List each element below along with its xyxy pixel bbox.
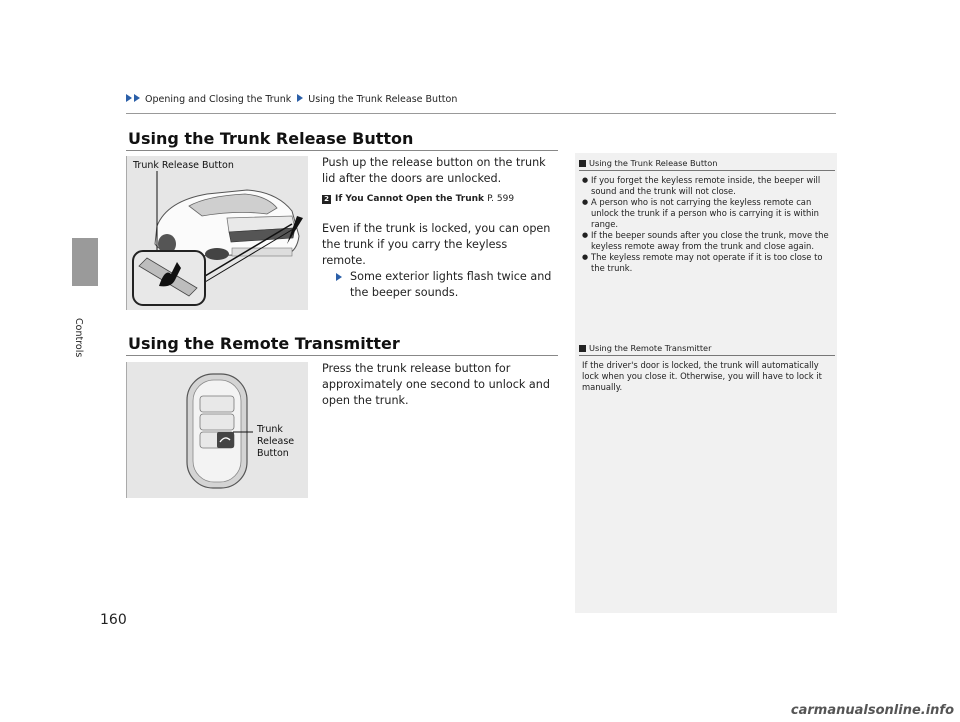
breadcrumb-arrow-icon [134, 94, 140, 102]
result-note [336, 269, 554, 301]
reference-title[interactable]: If You Cannot Open the Trunk [335, 194, 484, 204]
figure-label-remote: Trunk Release Button [257, 424, 295, 459]
breadcrumb-arrow-icon [297, 94, 303, 102]
side-note-divider [579, 355, 835, 356]
side-note-heading: Using the Remote Transmitter [579, 343, 711, 353]
figure-label-trunk-release: Trunk Release Button [133, 160, 234, 171]
side-note-bullets [582, 175, 830, 274]
remote-instructions: Press the trunk release button for approximately one second to unlock and open the trunk. [322, 362, 550, 407]
reference-icon: 2 [322, 195, 331, 204]
watermark: carmanualsonline.info [790, 703, 954, 718]
result-note-text: Some exterior lights flash twice and the beeper sounds. [350, 270, 552, 299]
side-note-heading: Using the Trunk Release Button [579, 158, 717, 168]
paragraph: Push up the release button on the trunk lid after the doors are unlocked. [322, 156, 546, 185]
note-icon [579, 345, 586, 352]
section-title-remote: Using the Remote Transmitter [128, 334, 400, 353]
breadcrumb-arrow-icon [126, 94, 132, 102]
paragraph: Even if the trunk is locked, you can open the trunk if you carry the keyless remote. [322, 222, 551, 267]
remote-figure [126, 362, 308, 498]
sidebar-label: Controls [73, 318, 84, 358]
note-icon [579, 160, 586, 167]
trunk-figure [126, 156, 308, 310]
breadcrumb-item[interactable]: Opening and Closing the Trunk [145, 94, 292, 105]
side-note-text: If the driver's door is locked, the trunk will automatically lock when you close it. Otherwise, you will have to lock it manually. [582, 360, 822, 392]
car-rear-illustration [127, 156, 308, 310]
list-item: ● A person who is not carrying the keyless remote can unlock the trunk if a person who is carrying it is within range. [582, 197, 830, 230]
cross-reference[interactable] [322, 191, 554, 207]
result-arrow-icon [336, 273, 342, 281]
page-number: 160 [100, 612, 127, 628]
section-divider [126, 150, 558, 151]
breadcrumb-item[interactable]: Using the Trunk Release Button [308, 94, 458, 105]
list-item: ● If the beeper sounds after you close the trunk, move the keyless remote away from the trunk and close again. [582, 230, 830, 252]
side-note-divider [579, 170, 835, 171]
section-title-trunk-release: Using the Trunk Release Button [128, 129, 414, 148]
header-divider [126, 113, 836, 114]
section-divider [126, 355, 558, 356]
breadcrumb [126, 94, 457, 105]
list-item: ● The keyless remote may not operate if it is too close to the trunk. [582, 252, 830, 274]
sidebar-tab [72, 238, 98, 286]
list-item: ● If you forget the keyless remote inside, the beeper will sound and the trunk will not close. [582, 175, 830, 197]
reference-page[interactable]: P. 599 [487, 194, 515, 204]
trunk-release-instructions [322, 155, 554, 301]
